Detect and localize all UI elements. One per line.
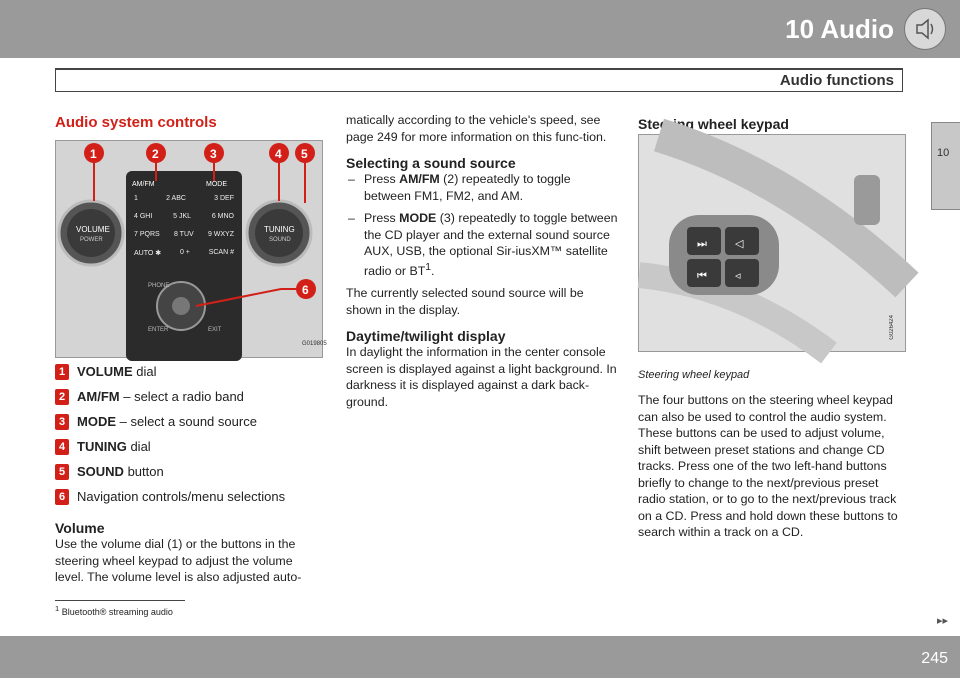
power-label: POWER [80,237,103,243]
callout-1: 1 [90,147,97,161]
figure-id: G019805 [302,341,327,347]
tuning-label: TUNING [264,225,295,234]
figure-caption: Steering wheel keypad [638,369,750,381]
key: SCAN # [208,249,234,256]
next-page-arrows[interactable]: ▸▸ [936,615,948,627]
callout-5: 5 [301,147,308,161]
key: 4 GHI [134,213,153,220]
legend-bold: AM/FM [77,389,120,404]
step-text: (3) repeatedly to toggle between the CD player and the external sound source AUX, USB, the optional Sir-iusXM™ satellite radio or BT [364,211,618,278]
svg-text:◃: ◃ [735,270,741,282]
legend-bold: SOUND [77,464,124,479]
shown-text: The currently selected sound source will be shown in the display. [346,286,584,317]
legend-number: 4 [55,439,69,455]
mode-label: MODE [206,181,227,188]
key: 3 DEF [214,195,234,202]
step-sup: 1 [425,261,432,273]
middle-column [346,112,618,410]
phone-label: PHONE [148,283,170,289]
legend-number: 5 [55,464,69,480]
legend-bold: MODE [77,414,116,429]
speaker-icon [904,8,946,50]
key: 2 ABC [166,195,186,202]
chapter-tab-number: 10 [937,147,950,159]
volume-label: VOLUME [76,225,110,234]
step-bold: MODE [399,211,437,225]
keypad-grid [134,195,234,267]
svg-text:⏮: ⏮ [697,270,707,282]
callout-6: 6 [302,283,309,297]
display-heading: Daytime/twilight display [346,328,506,345]
legend-item [55,489,325,514]
sound-label: SOUND [269,237,291,243]
legend-item [55,439,325,464]
legend-number: 6 [55,489,69,505]
source-step-2 [346,210,618,279]
legend-text: Navigation controls/menu selections [77,489,286,504]
legend-item [55,464,325,489]
exit-label: EXIT [208,327,222,333]
page-footer [0,636,960,678]
key: 7 PQRS [134,231,160,238]
keypad-figure-id: G026424 [889,315,895,340]
step-bold: AM/FM [399,172,440,186]
step-text: Press [364,211,400,225]
display-text: In daylight the information in the center console screen is displayed against a light background. In darkness it is displayed against a dark back-ground. [346,345,617,409]
key: 0 + [179,249,190,256]
svg-text:⏭: ⏭ [697,238,707,250]
keypad-text: The four buttons on the steering wheel keypad can also be used to control the audio system. These buttons can be used to adjust volume, shift between preset stations and change CD tracks. Press one of the two left-hand buttons briefly to change to the next/previous preset radio station, or to go to the next/previous track on a CD. Press and hold down these buttons to search within a track on a CD. [638,393,898,539]
figure-legend [55,364,325,514]
continued-text: matically according to the vehicle's speed, see page 249 for more information on this func-tion. [346,113,607,144]
key: 9 WXYZ [207,231,234,238]
step-text: (2) repeatedly to toggle between FM1, FM2, and AM. [364,172,571,203]
footnote [55,600,185,617]
source-step-1 [346,171,618,204]
legend-item [55,389,325,414]
legend-number: 3 [55,414,69,430]
key: 1 [134,195,138,202]
legend-bold: TUNING [77,439,127,454]
enter-label: ENTER [148,327,169,333]
callout-3: 3 [210,147,217,161]
section-bar [55,68,903,92]
legend-item [55,364,325,389]
legend-text: – select a radio band [119,389,244,404]
volume-text: Use the volume dial (1) or the buttons in the steering wheel keypad to adjust the volume level. The volume level is also adjusted auto- [55,537,302,584]
footnote-text: Bluetooth® streaming audio [61,607,173,617]
legend-text: dial [132,364,157,379]
audio-panel-figure [55,140,327,358]
legend-item [55,414,325,439]
keypad-heading: Steering wheel keypad [638,116,789,132]
key: 5 JKL [173,213,192,220]
legend-text: – select a sound source [116,414,257,429]
key: AUTO ✱ [134,250,162,257]
legend-number: 2 [55,389,69,405]
volume-heading: Volume [55,520,105,536]
legend-bold: VOLUME [77,364,133,379]
footnote-mark: 1 [55,604,60,613]
legend-text: dial [126,439,151,454]
callout-4: 4 [275,147,282,161]
right-column [638,358,908,541]
source-heading: Selecting a sound source [346,155,516,171]
page-header [0,0,960,58]
legend-number: 1 [55,364,69,380]
chapter-title: 10 Audio [785,14,894,44]
legend-text: button [123,464,164,479]
section-title: Audio functions [779,72,894,89]
key: 8 TUV [173,231,194,238]
steering-keypad-figure [638,134,906,352]
step-text: . [431,263,435,278]
key: 6 MNO [211,213,234,220]
page-number: 245 [921,650,948,667]
step-text: Press [364,172,400,186]
amfm-label: AM/FM [132,181,155,188]
volume-section [55,520,320,586]
audio-controls-heading: Audio system controls [55,114,217,131]
svg-text:◁: ◁ [735,238,744,250]
callout-2: 2 [152,147,159,161]
chapter-tab[interactable] [931,122,960,210]
